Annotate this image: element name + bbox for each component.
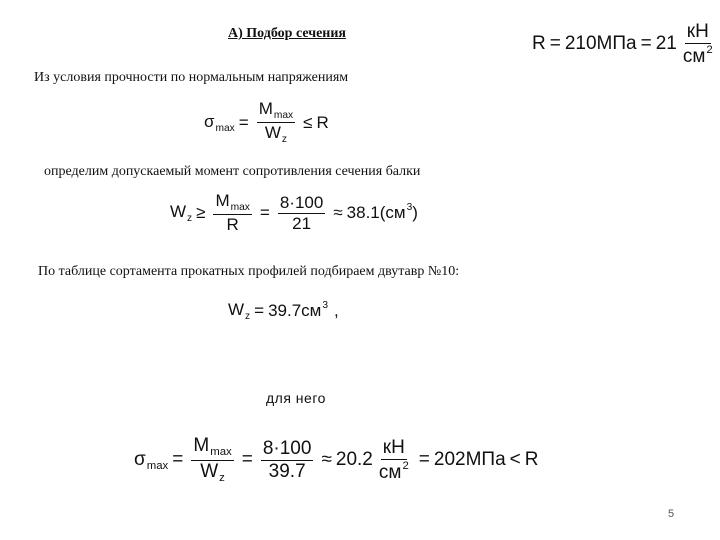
equals-sign: = — [241, 449, 253, 471]
den-text: W — [264, 123, 281, 143]
selected-modulus-formula — [228, 300, 339, 322]
wz-text: W — [228, 300, 245, 319]
num-subscript: max — [230, 201, 250, 213]
den-text: W — [200, 460, 219, 482]
equals-sign: = — [640, 33, 652, 55]
unit-numerator: кН — [382, 436, 405, 458]
moment-over-r-fraction — [213, 192, 251, 234]
numerator — [257, 100, 295, 123]
moment-over-modulus-fraction — [257, 100, 295, 146]
design-resistance-formula — [532, 22, 719, 67]
result-exponent: 3 — [406, 202, 413, 214]
num-subscript: max — [210, 445, 232, 458]
stress-value-mpa: 202МПа — [433, 449, 506, 471]
num-text: M — [215, 191, 230, 210]
sigma-subscript: max — [215, 122, 235, 134]
denominator — [198, 461, 227, 485]
numeric-fraction — [278, 194, 325, 233]
numerator — [191, 436, 233, 461]
trailing-comma: , — [334, 300, 339, 320]
unit-den-text: см — [378, 462, 402, 483]
unit-den-exponent: 2 — [706, 43, 713, 56]
unit-den-exponent: 2 — [402, 459, 409, 472]
r-symbol: R — [316, 112, 329, 132]
text-table-selection: По таблице сортамента прокатных профилей подбираем двутавр №10: — [38, 264, 460, 279]
r-symbol: R — [524, 449, 539, 471]
equals-sign: = — [549, 33, 561, 55]
sigma-symbol — [134, 449, 168, 472]
sigma-subscript: max — [146, 459, 169, 472]
num-text: M — [193, 435, 210, 456]
equals-sign: = — [259, 203, 270, 223]
modulus-result — [347, 202, 418, 223]
denominator: R — [226, 215, 239, 235]
numeric-fraction — [261, 439, 314, 482]
value-text: 39.7см — [268, 301, 322, 321]
page-number: 5 — [668, 508, 675, 520]
unit-denominator — [377, 460, 411, 483]
equals-sign: = — [238, 112, 249, 132]
den-subscript: z — [219, 471, 225, 484]
equals-sign: = — [172, 449, 184, 471]
less-than-sign: < — [509, 449, 521, 471]
unit-fraction — [377, 438, 411, 483]
wz-text: W — [170, 202, 187, 222]
wz-symbol — [228, 300, 250, 322]
denominator: 39.7 — [268, 460, 306, 482]
den-subscript: z — [281, 133, 287, 145]
result-text: 38.1(см — [346, 203, 406, 223]
unit-denominator — [681, 44, 715, 67]
selected-modulus-value — [268, 300, 328, 321]
denominator: 21 — [292, 213, 312, 233]
wz-subscript: z — [187, 212, 193, 224]
stress-check-formula — [134, 436, 539, 485]
text-strength-condition: Из условия прочности по нормальным напряжениям — [34, 70, 349, 85]
approx-sign: ≈ — [333, 203, 343, 223]
unit-den-text: см — [682, 46, 706, 68]
text-required-modulus: определим допускаемый момент сопротивления сечения балки — [44, 164, 421, 179]
section-title: А) Подбор сечения — [228, 26, 347, 41]
unit-fraction — [681, 22, 715, 67]
greater-or-equal-sign: ≥ — [196, 203, 206, 223]
moment-over-modulus-fraction — [191, 436, 233, 485]
equals-sign: = — [254, 300, 265, 320]
stress-value: 20.2 — [335, 449, 373, 471]
wz-subscript: z — [245, 310, 251, 322]
wz-symbol — [170, 202, 192, 224]
num-subscript: max — [273, 109, 294, 121]
sigma-text: σ — [134, 448, 146, 470]
r-value-kn: 21 — [655, 33, 677, 55]
less-or-equal-sign: ≤ — [303, 112, 313, 132]
denominator — [263, 123, 289, 145]
numerator — [213, 192, 251, 215]
numerator: 8·100 — [262, 438, 312, 460]
equals-sign: = — [418, 449, 430, 471]
result-close-paren: ) — [412, 203, 418, 223]
sigma-text: σ — [204, 111, 215, 131]
r-value-mpa: 210МПа — [564, 33, 637, 55]
value-exponent: 3 — [322, 300, 329, 312]
required-modulus-formula — [170, 192, 418, 234]
text-for-it: для него — [266, 390, 326, 406]
unit-numerator: кН — [686, 21, 709, 42]
numerator: 8·100 — [279, 192, 324, 212]
strength-formula — [204, 100, 329, 146]
approx-sign: ≈ — [321, 449, 332, 471]
num-text: M — [258, 99, 273, 118]
r-symbol: R — [532, 33, 546, 55]
sigma-symbol — [204, 112, 235, 134]
